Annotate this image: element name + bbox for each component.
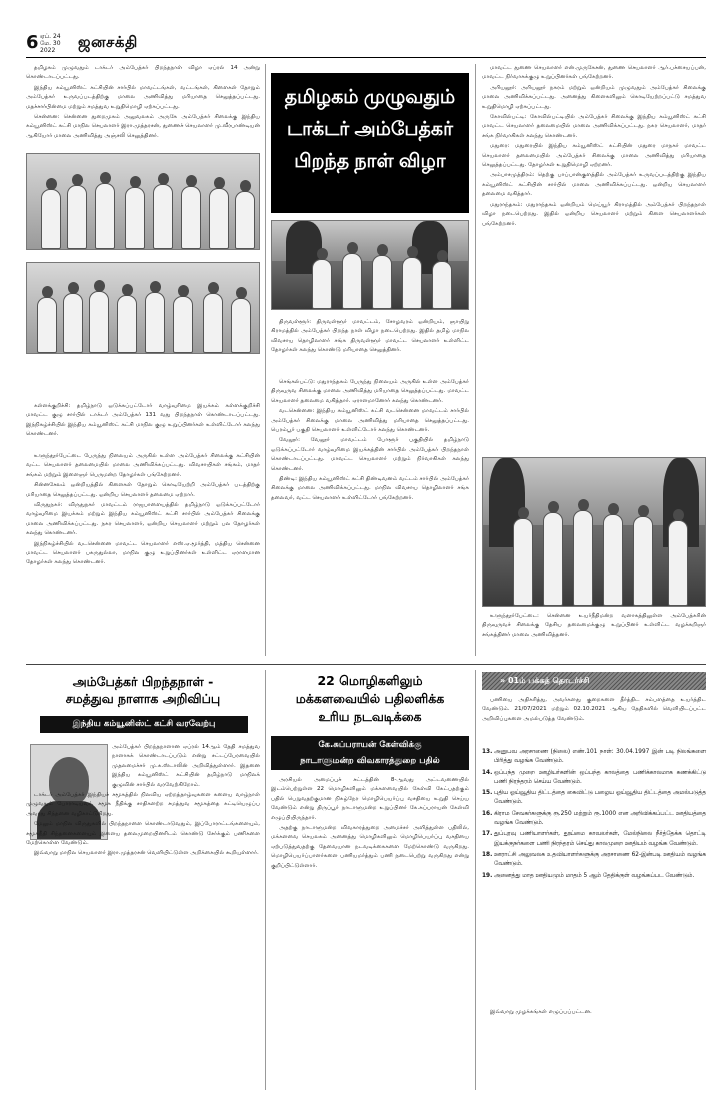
list-item: 16. கிராம சேவகர்களுக்கு ரூ.250 மற்றும் ரூ.1000 என அறிவிக்கப்பட்ட ஊதியத்தை வழங்க வேண்டும். bbox=[482, 810, 706, 827]
headline-line-1: 22 மொழிகளிலும் bbox=[317, 673, 423, 688]
article-language-answer bbox=[271, 776, 469, 872]
issue-date bbox=[40, 33, 61, 54]
paragraph: கோவில்பட்டி: கோவில்பட்டியில் அம்பேத்கர் சிலைக்கு இந்திய கம்யூனிஸ்ட் கட்சி மாவட்ட செயலாளர் தலைமையில் மாலை அணிவிக்கப்பட்டது. நகர செயலாளர், மாதர் சங்க நிர்வாகிகள் கலந்து கொண்டனர். bbox=[482, 114, 706, 139]
photo-chennai-tribute bbox=[26, 153, 260, 250]
issue-line-3: 2022 bbox=[40, 47, 56, 54]
photo-high-court-tribute bbox=[482, 457, 706, 607]
headline-line-1: தமிழகம் முழுவதும் bbox=[284, 87, 456, 108]
article-left-continued bbox=[26, 452, 260, 569]
paragraph: வடசென்னை: இந்திய கம்யூனிஸ்ட் கட்சி வடசென்னை மாவட்டம் சார்பில் அம்பேத்கர் சிலைக்கு மாலை அணிவித்து மரியாதை செலுத்தப்பட்டது. பெரம்பூர் பகுதி செயலாளர் உள்ளிட்டோர் கலந்து கொண்டனர். bbox=[271, 408, 469, 434]
page-header bbox=[26, 30, 706, 58]
list-item: 17. துப்புரவு பணியாளர்கள், தூய்மை காவலர்கள், மேல்நிலை நீர்த்தேக்க தொட்டி இயக்குநர்களை பணி நிரந்தரம் செய்து காலமுறை ஊதியம் வழங்க வேண்டும். bbox=[482, 831, 706, 847]
continuation-intro bbox=[482, 696, 706, 725]
headline-line-2: டாக்டர் அம்பேத்கர் bbox=[286, 119, 454, 140]
column-divider bbox=[475, 670, 476, 1090]
ambedkar-equality-day-headline bbox=[26, 673, 260, 707]
paragraph: அதற்கு நாடாளுமன்ற விவகாரத்துறை அமைச்சர் அளித்துள்ள பதிலில், மக்களவை செயலகம் அனைத்து மொழிகளிலும் மொழிபெயர்ப்பு வசதியை ஏற்படுத்துவதற்கு தேவையான நடவடிக்கைகளை மேற்கொண்டு வருகிறது. மொழிபெயர்ப்பாளர்களை பணியமர்த்தும் பணி நடைபெற்று வருகிறது என்று குறிப்பிட்டுள்ளார். bbox=[271, 825, 469, 869]
paragraph: அரியலூர்: அரியலூர் நகரம் மற்றும் ஒன்றியம் முழுவதும் அம்பேத்கர் சிலைக்கு மாலை அணிவிக்கப்பட்டது. அனைத்து கிளைகளிலும் கொடியேற்றப்பட்டு சமத்துவ உறுதிமொழி ஏற்கப்பட்டது. bbox=[482, 84, 706, 110]
paragraph: வேலூர்: வேலூர் மாவட்டம் போளூர் பகுதியில் தமிழ்நாடு ஒடுக்கப்பட்டோர் வாழ்வுரிமை இயக்கத்தின் சார்பில் அம்பேத்கர் பிறந்தநாள் கொண்டாடப்பட்டது. மாவட்ட செயலாளர் மற்றும் நிர்வாகிகள் கலந்து கொண்டனர். bbox=[271, 437, 469, 472]
paragraph: இவ்வாறு முழக்கங்கள் எழுப்பப்பட்டன. bbox=[490, 1009, 592, 1015]
headline-line-1: அம்பேத்கர் பிறந்தநாள் - bbox=[72, 674, 214, 689]
paragraph: அம்பாசமுத்திரம்: தெற்கு பாப்பான்குளத்தில் அம்பேத்கர் உருவப்படத்திற்கு இந்திய கம்யூனிஸ்ட் கட்சியின் சார்பில் மாலை அணிவிக்கப்பட்டது. ஒன்றிய செயலாளர் தலைமை வகித்தார். bbox=[482, 172, 706, 198]
caption-text: திருவள்ளூர்: திருவள்ளூர் மாவட்டம், சோழவரம் ஒன்றியம், ஞாயிறு கிராமத்தில் அம்பேத்கர் பிறந்த நாள் விழா நடைபெற்றது. இதில் தமிழ் மாநில விவசாய தொழிலாளர் சங்க திருவள்ளூர் மாவட்ட செயலாளர் உள்ளிட்ட தோழர்கள் கலந்து கொண்டு மரியாதை செலுத்தினர். bbox=[271, 319, 469, 354]
paragraph: விருதுநகர்: விருதுநகர் மாவட்டம் ராஜபாளையத்தில் தமிழ்நாடு ஒடுக்கப்பட்டோர் வாழ்வுரிமை இயக்கம் மற்றும் இந்திய கம்யூனிஸ்ட் கட்சி சார்பில் அம்பேத்கர் சிலைக்கு மாலை அணிவிக்கப்பட்டது. நகர செயலாளர், ஒன்றிய செயலாளர் மற்றும் பல தோழர்கள் கலந்து கொண்டனர். bbox=[26, 502, 260, 537]
paragraph: டாக்டர் அம்பேத்கர் இந்தியச் சமூகத்தில் நிலவிய ஏற்றத்தாழ்வுகளை களைய வாழ்நாள் முழுவதும் போராடியவர். சமூக நீதிக்கு சாதிகளற்ற சமத்துவ சமூகத்தை கட்டியெழுப்ப அவரது சிந்தனை வழிகாட்டுகிறது. bbox=[26, 792, 260, 817]
paragraph: சின்னசேலம் ஒன்றியத்தில் கிளைகள் தோறும் கொடியேற்றி அம்பேத்கர் படத்திற்கு மரியாதை செலுத்தப்பட்டது. ஒன்றிய செயலாளர் தலைமை ஏற்றார். bbox=[26, 482, 260, 498]
paragraph: உளுந்தூர்பேட்டை பேருந்து நிலையம் அருகில் உள்ள அம்பேத்கர் சிலைக்கு கட்சியின் வட்ட செயலாளர் தலைமையில் மாலை அணிவிக்கப்பட்டது. விவசாயிகள் சங்கம், மாதர் சங்கம் மற்றும் இளைஞர் பெருமன்ற தோழர்கள் பங்கேற்றனர். bbox=[26, 453, 260, 478]
paragraph: மதுராந்தகம்: மதுராந்தகம் ஒன்றியம் மெய்யூர் கிராமத்தில் அம்பேத்கர் பிறந்தநாள் விழா நடைபெற்றது. இதில் ஒன்றிய செயலாளர் மற்றும் கிளை செயலாளர்கள் பங்கேற்றனர். bbox=[482, 201, 706, 227]
issue-line-1: ஏப். 24 bbox=[40, 33, 61, 40]
page-number: 6 bbox=[26, 32, 39, 53]
paragraph: பணியை அதிகரித்து, அவர்களது குறைகளை தீர்த்திட சம்பளத்தை உயர்த்திட வேண்டும். 21/07/2021 மற்றும் 02.10.2021 ஆகிய தேதிகளில் வெளியிடப்பட்ட அறிவிப்புகளை அமல்படுத்த வேண்டும். bbox=[482, 697, 706, 722]
list-item: 14. ஒப்பந்த முறை ஊழியர்களின் ஒப்பந்த காலத்தை பணிக்காலமாக கணக்கிட்டு பணி நிரந்தரம் செய்ய வேண்டும். bbox=[482, 769, 706, 785]
list-item: 18. ஊராட்சி அலுவலக உதவியாளர்களுக்கு அரசாணை 62-இன்படி ஊதியம் வழங்க வேண்டும். bbox=[482, 851, 706, 868]
column-divider bbox=[265, 670, 266, 1090]
photo-thiruvallur bbox=[271, 220, 469, 310]
paragraph: அரசியல் அமைப்புச் சட்டத்தின் 8-ஆவது அட்டவணையில் இடம்பெற்றுள்ள 22 மொழிகளிலும் மக்களவையில் கேள்வி கேட்பதற்கும் பதில் பெறுவதற்குமான நிகழ்நேர மொழிபெயர்ப்பு வசதியை உறுதி செய்ய வேண்டும் என்று திருப்பூர் நாடாளுமன்ற உறுப்பினர் கே.சுப்பராயன் கேள்வி எழுப்பியிருந்தார். bbox=[271, 777, 469, 821]
demands-list bbox=[482, 748, 706, 883]
paragraph: மேலும் மாநில விருதுகளில் பிறந்தநாளை கொண்டாடுவதும், இப்போராட்டங்களையும், சமூகநீதி சிந்தனைகளையும் இளைய தலைமுறையினரிடம் கொண்டு சேர்க்கும் பணிகளை மேற்கொள்ள வேண்டும். bbox=[26, 821, 260, 847]
subheadline-bar bbox=[271, 736, 469, 770]
paragraph: திண்டி: இந்திய கம்யூனிஸ்ட் கட்சி திண்டிவனம் வட்டம் சார்பில் அம்பேத்கர் சிலைக்கு மாலை அணிவிக்கப்பட்டது. மாநில விவசாய தொழிலாளர் சங்க தலைவர், வட்ட செயலாளர் உள்ளிட்டோர் பங்கேற்றனர். bbox=[271, 476, 469, 501]
column-divider bbox=[265, 64, 266, 656]
headline-line-3: பிறந்த நாள் விழா bbox=[294, 151, 446, 172]
headline-line-3: உரிய நடவடிக்கை bbox=[318, 709, 422, 724]
photo-kallakurichi bbox=[26, 262, 260, 354]
caption-text: உளுந்தூர்பேட்டை: சென்னை உயர்நீதிமன்ற வளாகத்திலுள்ள அம்பேத்கரின் திருவுருவச் சிலைக்கு தேசிய தலைமைக்குழு உறுப்பினர் உள்ளிட்ட வழக்கறிஞர் சங்கத்தினர் மாலை அணிவித்தனர். bbox=[482, 613, 706, 638]
caption-text: கள்ளக்குறிச்சி: தமிழ்நாடு ஒடுக்கப்பட்டோர் வாழ்வுரிமை இயக்கம் கள்ளக்குறிச்சி மாவட்ட குழு சார்பில் டாக்டர் அம்பேத்கர் 131 வது பிறந்தநாள் கொண்டாடப்பட்டது. இந்நிகழ்ச்சியில் இந்திய கம்யூனிஸ்ட் கட்சி மாநில குழு உறுப்பினர்கள் உள்ளிட்டோர் கலந்து கொண்டனர். bbox=[26, 403, 260, 438]
article-left-intro bbox=[26, 64, 260, 142]
paragraph: அம்பேத்கர் பிறந்தநாளான ஏப்ரல் 14ஆம் தேதி சமத்துவ நாளாகக் கொண்டாடப்படும் என்று சட்டப்பேரவையில் முதலமைச்சர் மு.க.ஸ்டாலின் அறிவித்துள்ளார். இதனை இந்திய கம்யூனிஸ்ட் கட்சியின் தமிழ்நாடு மாநிலக் குழுவின் சார்பில் வரவேற்கிறோம். bbox=[112, 744, 260, 788]
section-divider bbox=[26, 664, 706, 665]
subheadline-line-1: கே.சுப்பராயன் கேள்விக்கு bbox=[318, 740, 422, 750]
paragraph: சென்னை: சென்னை துறைமுகம் அலுவலகம் அருகே அம்பேத்கர் சிலைக்கு இந்திய கம்யூனிஸ்ட் கட்சி மாநில செயலாளர் இரா.முத்தரசன், துணைச் செயலாளர் மு.வீரபாண்டியன் ஆகியோர் மாலை அணிவித்து அஞ்சலி செலுத்தினர். bbox=[26, 114, 260, 139]
continuation-text: 01ம் பக்கத் தொடர்ச்சி bbox=[507, 676, 590, 685]
newspaper-name: ஜனசக்தி bbox=[78, 33, 138, 51]
chevron-icon: » bbox=[500, 676, 508, 685]
photo-caption-high-court bbox=[482, 612, 706, 641]
column-divider bbox=[475, 64, 476, 656]
list-item: 19. அனைத்து மாத ஊதியமும் மாதம் 5 ஆம் தேதிக்குள் வழங்கப்பட வேண்டும். bbox=[482, 872, 695, 879]
headline-banner bbox=[271, 73, 469, 213]
list-item: 13. அனுபவ அரசாணை (நிலை) எண்.101 நாள்: 30.04.1997 இன் படி நிலங்களை பிரித்து வழங்க வேண்டும். bbox=[482, 749, 706, 765]
paragraph: செங்கல்பட்டு: மதுராந்தகம் பேருந்து நிலையம் அருகில் உள்ள அம்பேத்கர் திருவுருவ சிலைக்கு மாலை அணிவித்து மரியாதை செலுத்தப்பட்டது. மாவட்ட செயலாளர் தலைமை வகித்தார். ஏராளமானோர் கலந்து கொண்டனர். bbox=[271, 379, 469, 404]
article-equality-day bbox=[26, 743, 260, 860]
article-middle bbox=[271, 378, 469, 504]
continuation-closing bbox=[482, 1008, 706, 1018]
paragraph: இந்நிகழ்ச்சியில் வடசென்னை மாவட்ட செயலாளர் எஸ்.ஏ.மூர்த்தி, மத்திய சென்னை மாவட்ட செயலாளர் பசுருதுல்லா, மாநில குழு உறுப்பினர்கள் உள்ளிட்ட ஏராளமான தோழர்கள் கலந்து கொண்டனர். bbox=[26, 540, 260, 566]
issue-line-2: மே. 30 bbox=[40, 40, 61, 47]
photo-caption-thiruvallur bbox=[271, 318, 469, 357]
article-right bbox=[482, 64, 706, 230]
paragraph: மதுரை: மதுரையில் இந்திய கம்யூனிஸ்ட் கட்சியின் மதுரை மாநகர் மாவட்ட செயலாளர் தலைமையில் அம்பேத்கர் சிலைக்கு மாலை அணிவித்து மரியாதை செலுத்தப்பட்டது. தோழர்கள் உறுதிமொழி ஏற்றனர். bbox=[482, 143, 706, 169]
subheadline-bar: இந்திய கம்யூனிஸ்ட் கட்சி வரவேற்பு bbox=[40, 716, 248, 733]
paragraph: இந்திய கம்யூனிஸ்ட் கட்சியின் சார்பில் மாவட்டங்கள், வட்டங்கள், கிளைகள் தோறும் அம்பேத்கர் உருவப்படத்திற்கு மாலை அணிவித்து மரியாதை செலுத்தப்பட்டது. மதச்சார்பின்மை மற்றும் சமத்துவ உறுதிமொழி ஏற்கப்பட்டது. bbox=[26, 84, 260, 110]
paragraph: மாவட்ட துணை செயலாளர் என்.முருகேசன், துணை செயலாளர் ஆர்.பச்சையப்பன், மாவட்ட நிர்வாகக்குழு உறுப்பினர்கள் பங்கேற்றனர். bbox=[482, 65, 706, 81]
list-item: 15. புதிய ஓய்வூதிய திட்டத்தை கைவிட்டு பழைய ஓய்வூதிய திட்டத்தை அமல்படுத்த வேண்டும். bbox=[482, 790, 706, 806]
photo-caption-kallakurichi bbox=[26, 402, 260, 441]
headline-line-2: மக்களவையில் பதிலளிக்க bbox=[295, 691, 445, 706]
paragraph: தமிழகம் முழுவதும் டாக்டர் அம்பேத்கர் பிறந்தநாள் விழா ஏப்ரல் 14 அன்று கொண்டாடப்பட்டது. bbox=[26, 65, 260, 81]
language-answer-headline bbox=[271, 672, 469, 726]
subheadline-line-2: நாடாளுமன்ற விவகாரத்துறை பதில் bbox=[300, 756, 440, 766]
headline-line-2: சமத்துவ நாளாக அறிவிப்பு bbox=[65, 691, 221, 706]
paragraph: இவ்வாறு மாநில செயலாளர் இரா.முத்தரசன் வெளியிட்டுள்ள அறிக்கையில் கூறியுள்ளார். bbox=[34, 850, 259, 857]
continuation-label bbox=[482, 672, 706, 690]
